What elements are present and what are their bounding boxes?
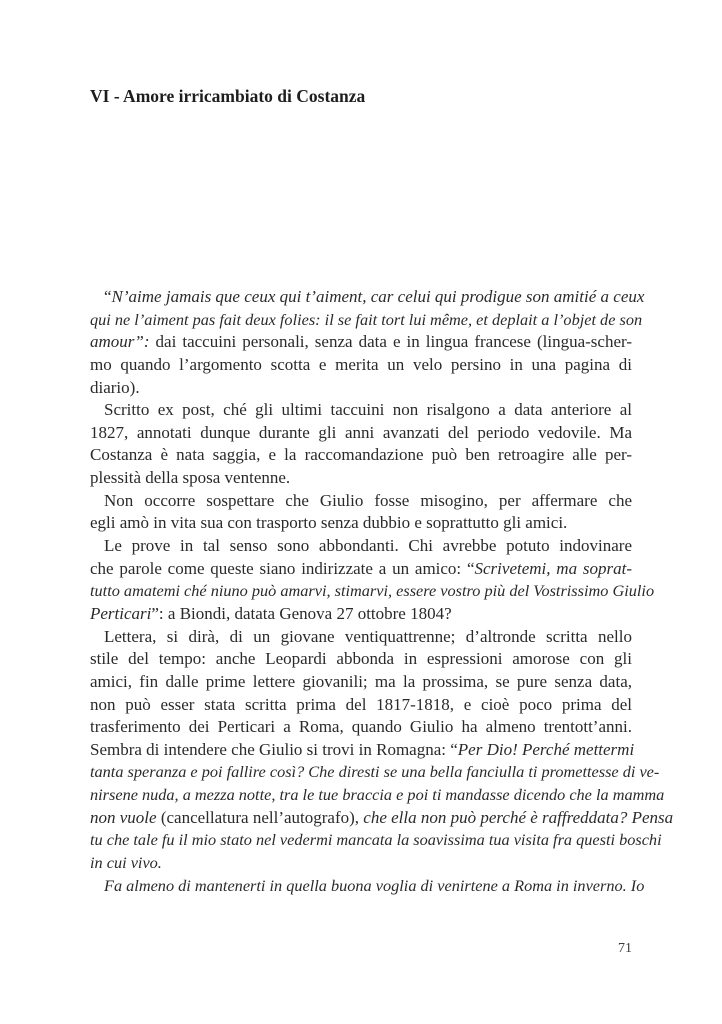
- text-line: [90, 512, 632, 535]
- italic-span: che ella non può perché è raffreddata? Pensa: [363, 807, 674, 827]
- text-line: [90, 648, 632, 671]
- roman-span: (cancellatura nell’autografo),: [156, 807, 364, 827]
- italic-span: Scrivetemi, ma soprat-: [474, 558, 633, 578]
- text-line: [90, 761, 660, 784]
- text-line: [90, 739, 635, 762]
- roman-span: “: [104, 287, 112, 306]
- paragraph: [90, 535, 655, 626]
- roman-span: diario).: [90, 377, 140, 397]
- text-line: [90, 399, 632, 422]
- roman-span: Scritto ex post, ché gli ultimi taccuini non risalgono a data anteriore al: [104, 400, 632, 420]
- roman-span: Lettera, si dirà, di un giovane ventiquattrenne; d’altronde scritta nello: [104, 626, 632, 646]
- text-line: [90, 807, 674, 830]
- italic-span: Perticari: [90, 603, 152, 623]
- italic-span: non vuole: [90, 807, 157, 827]
- roman-span: Non occorre sospettare che Giulio fosse misogino, per affermare che: [104, 490, 632, 510]
- italic-span: qui ne l’aiment pas fait deux folies: il se fait tort lui même, et deplait a l’objet de son: [90, 309, 643, 329]
- page-number: 71: [618, 941, 632, 956]
- body-text: [90, 286, 674, 897]
- text-line: [90, 716, 632, 739]
- text-line: [90, 784, 665, 807]
- roman-span: mo quando l’argomento scotta e merita un velo persino in una pagina di: [90, 354, 632, 374]
- text-line: [90, 535, 632, 558]
- roman-span: che parole come queste siano indirizzate a un amico: “: [90, 558, 475, 578]
- roman-span: non può esser stata scritta prima del 1817-1818, e cioè poco prima del: [90, 694, 632, 714]
- text-line: [90, 626, 632, 649]
- text-line: [90, 852, 632, 875]
- roman-span: trasferimento dei Perticari a Roma, quando Giulio ha almeno trentott’anni.: [90, 717, 632, 737]
- text-line: [90, 580, 655, 603]
- text-line: [90, 286, 645, 309]
- roman-span: 1827, annotati dunque durante gli anni avanzati del periodo vedovile. Ma: [90, 422, 632, 442]
- italic-span: tu che tale fu il mio stato nel vedermi mancata la soavissima tua visita fra questi boschi: [90, 830, 662, 850]
- text-line: [90, 875, 645, 898]
- text-line: [90, 490, 632, 513]
- text-line: [90, 444, 632, 467]
- paragraph: [90, 490, 632, 535]
- roman-span: amici, fin dalle prime lettere giovanili; ma la prossima, se pure senza data,: [90, 671, 632, 691]
- paragraph: [90, 286, 645, 399]
- text-line: [90, 558, 632, 581]
- italic-span: tanta speranza e poi fallire così? Che diresti se una bella fanciulla ti promettesse di ve-: [90, 762, 660, 782]
- text-line: [90, 603, 632, 626]
- roman-span: Costanza è nata saggia, e la raccomandazione può ben retroagire alle per-: [90, 445, 632, 465]
- section-heading: VI - Amore irricambiato di Costanza: [90, 86, 366, 106]
- italic-span: nirsene nuda, a mezza notte, tra le tue braccia e poi ti mandasse dicendo che la mamma: [90, 785, 665, 805]
- text-line: [90, 422, 632, 445]
- text-line: [90, 829, 662, 852]
- paragraph: [90, 875, 645, 898]
- roman-span: egli amò in vita sua con trasporto senza dubbio e soprattutto gli amici.: [90, 513, 568, 533]
- text-line: [90, 694, 632, 717]
- italic-span: Per Dio! Perché mettermi: [457, 739, 635, 759]
- paragraph: [90, 399, 632, 490]
- text-line: [90, 354, 632, 377]
- roman-span: ”: a Biondi, datata Genova 27 ottobre 1804?: [151, 603, 452, 623]
- paragraph: [90, 626, 674, 875]
- text-line: [90, 671, 632, 694]
- roman-span: Le prove in tal senso sono abbondanti. Chi avrebbe potuto indovinare: [104, 536, 632, 556]
- italic-span: tutto amatemi ché niuno può amarvi, stimarvi, essere vostro più del Vostrissimo Giulio: [90, 581, 655, 601]
- roman-span: dai taccuini personali, senza data e in lingua francese (lingua-scher-: [149, 332, 632, 352]
- text-line: [90, 467, 632, 490]
- italic-span: in cui vivo.: [90, 853, 162, 873]
- text-line: [90, 309, 643, 332]
- roman-span: plessità della sposa ventenne.: [90, 468, 291, 488]
- roman-span: Sembra di intendere che Giulio si trovi in Romagna: “: [90, 739, 458, 759]
- text-line: [90, 331, 632, 354]
- italic-span: Fa almeno di mantenerti in quella buona voglia di venirtene a Roma in inverno. Io: [104, 875, 645, 895]
- roman-span: stile del tempo: anche Leopardi abbonda in espressioni amorose con gli: [90, 649, 632, 669]
- text-line: [90, 377, 632, 400]
- italic-span: amour”:: [90, 332, 150, 352]
- italic-span: N’aime jamais que ceux qui t’aiment, car celui qui prodigue son amitié a ceux: [111, 287, 645, 306]
